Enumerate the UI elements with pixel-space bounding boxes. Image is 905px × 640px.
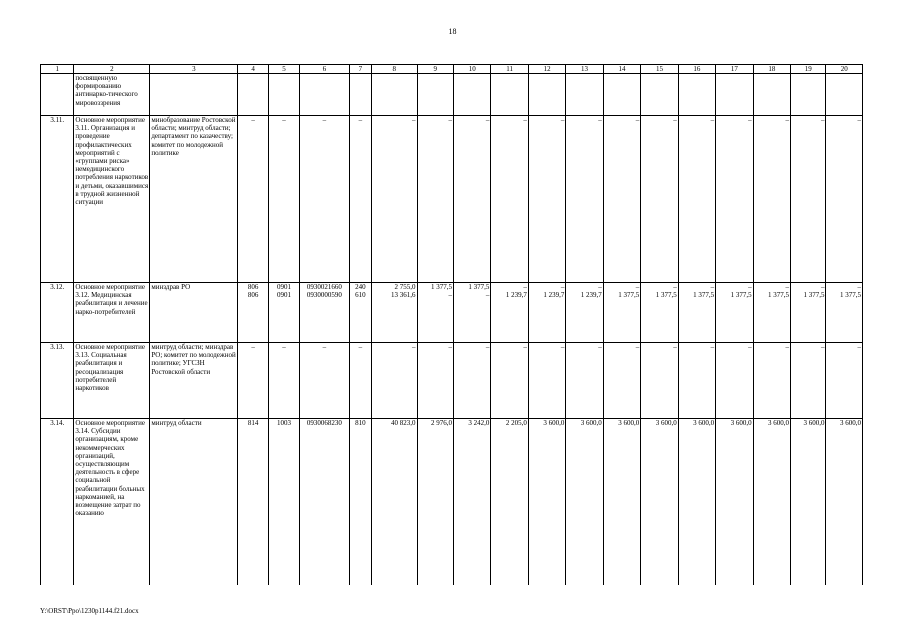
year-amount: 3 600,0 bbox=[716, 419, 753, 585]
target-article-code bbox=[300, 74, 350, 116]
column-header: 7 bbox=[349, 65, 371, 74]
table-row bbox=[41, 419, 863, 585]
column-header: 4 bbox=[238, 65, 268, 74]
column-header: 1 bbox=[41, 65, 74, 74]
section-code: 0901 0901 bbox=[268, 283, 299, 343]
target-article-code: – bbox=[300, 116, 350, 283]
year-amount: – bbox=[417, 343, 453, 419]
section-code: – bbox=[268, 343, 299, 419]
table-row bbox=[41, 343, 863, 419]
file-path: Y:\ORST\Ppo\1230p1144.f21.docx bbox=[40, 607, 139, 615]
year-amount: – 1 377,5 bbox=[716, 283, 753, 343]
year-amount: – bbox=[826, 116, 863, 283]
year-amount: 1 377,5 – bbox=[453, 283, 490, 343]
year-amount: 3 600,0 bbox=[528, 419, 565, 585]
measure-name: Основное мероприятие 3.13. Социальная реабилитация и ресоциализация потребителей наркотиков bbox=[74, 343, 150, 419]
year-amount bbox=[417, 74, 453, 116]
year-amount bbox=[716, 74, 753, 116]
total-amount: – bbox=[371, 343, 417, 419]
section-code: – bbox=[268, 116, 299, 283]
year-amount: – bbox=[417, 116, 453, 283]
year-amount: 2 205,0 bbox=[491, 419, 528, 585]
year-amount bbox=[528, 74, 565, 116]
year-amount: – 1 377,5 bbox=[678, 283, 715, 343]
year-amount: 1 377,5 – bbox=[417, 283, 453, 343]
column-header: 20 bbox=[826, 65, 863, 74]
table-row bbox=[41, 74, 863, 116]
target-article-code: – bbox=[300, 343, 350, 419]
year-amount: – bbox=[641, 116, 678, 283]
year-amount bbox=[791, 74, 826, 116]
item-number bbox=[41, 74, 74, 116]
executor: минздрав РО bbox=[150, 283, 238, 343]
measure-name: посвященную формированию антинарко-тического мировоззрения bbox=[74, 74, 150, 116]
year-amount: – bbox=[453, 116, 490, 283]
year-amount: 3 600,0 bbox=[791, 419, 826, 585]
year-amount: – bbox=[528, 343, 565, 419]
budget-table bbox=[40, 64, 863, 585]
column-header: 15 bbox=[641, 65, 678, 74]
year-amount bbox=[753, 74, 790, 116]
table-row bbox=[41, 116, 863, 283]
column-header: 3 bbox=[150, 65, 238, 74]
year-amount: – bbox=[678, 343, 715, 419]
section-code bbox=[268, 74, 299, 116]
grbs-code bbox=[238, 74, 268, 116]
year-amount: – bbox=[753, 343, 790, 419]
page-number: 18 bbox=[448, 27, 457, 36]
year-amount: – bbox=[453, 343, 490, 419]
year-amount: – 1 377,5 bbox=[641, 283, 678, 343]
year-amount: – 1 377,5 bbox=[753, 283, 790, 343]
item-number: 3.13. bbox=[41, 343, 74, 419]
year-amount: 3 600,0 bbox=[603, 419, 640, 585]
column-header: 10 bbox=[453, 65, 490, 74]
expense-type-code: 240 610 bbox=[349, 283, 371, 343]
expense-type-code: – bbox=[349, 116, 371, 283]
column-header: 14 bbox=[603, 65, 640, 74]
year-amount: 3 600,0 bbox=[753, 419, 790, 585]
year-amount: – bbox=[566, 343, 603, 419]
year-amount: – bbox=[491, 116, 528, 283]
year-amount: – bbox=[791, 343, 826, 419]
expense-type-code bbox=[349, 74, 371, 116]
total-amount: – bbox=[371, 116, 417, 283]
item-number: 3.14. bbox=[41, 419, 74, 585]
year-amount: – bbox=[826, 343, 863, 419]
column-header: 16 bbox=[678, 65, 715, 74]
year-amount bbox=[453, 74, 490, 116]
year-amount: 3 600,0 bbox=[641, 419, 678, 585]
year-amount: – 1 377,5 bbox=[791, 283, 826, 343]
table-row bbox=[41, 283, 863, 343]
executor: минтруд области bbox=[150, 419, 238, 585]
total-amount bbox=[371, 74, 417, 116]
year-amount: 3 600,0 bbox=[826, 419, 863, 585]
executor: минтруд области; минздрав РО; комитет по молодежной политике; УГСЗН Ростовской области bbox=[150, 343, 238, 419]
section-code: 1003 bbox=[268, 419, 299, 585]
year-amount: – 1 239,7 bbox=[528, 283, 565, 343]
column-header: 11 bbox=[491, 65, 528, 74]
measure-name: Основное мероприятие 3.14. Субсидии организациям, кроме некоммерческих организаций, осуществляющим деятельность в сфере социальной реабилитации больных наркоманией, на возмещение затрат по оказанию bbox=[74, 419, 150, 585]
year-amount: – bbox=[603, 343, 640, 419]
year-amount: 3 600,0 bbox=[678, 419, 715, 585]
executor: минобразование Ростовской области; минтруд области; департамент по казачеству; комитет по молодежной политике bbox=[150, 116, 238, 283]
year-amount bbox=[603, 74, 640, 116]
year-amount: – bbox=[566, 116, 603, 283]
year-amount: 3 242,0 bbox=[453, 419, 490, 585]
year-amount: – bbox=[603, 116, 640, 283]
column-header: 6 bbox=[300, 65, 350, 74]
grbs-code: 814 bbox=[238, 419, 268, 585]
target-article-code: 0930021660 0930000590 bbox=[300, 283, 350, 343]
year-amount: – bbox=[491, 343, 528, 419]
year-amount: – 1 377,5 bbox=[826, 283, 863, 343]
column-header: 8 bbox=[371, 65, 417, 74]
expense-type-code: 810 bbox=[349, 419, 371, 585]
year-amount: – bbox=[791, 116, 826, 283]
year-amount: – bbox=[753, 116, 790, 283]
year-amount: – 1 239,7 bbox=[566, 283, 603, 343]
year-amount bbox=[826, 74, 863, 116]
item-number: 3.11. bbox=[41, 116, 74, 283]
expense-type-code: – bbox=[349, 343, 371, 419]
total-amount: 2 755,0 13 361,6 bbox=[371, 283, 417, 343]
grbs-code: 806 806 bbox=[238, 283, 268, 343]
column-header: 17 bbox=[716, 65, 753, 74]
year-amount: – bbox=[716, 116, 753, 283]
year-amount: 3 600,0 bbox=[566, 419, 603, 585]
column-header: 19 bbox=[791, 65, 826, 74]
year-amount: – 1 377,5 bbox=[603, 283, 640, 343]
executor bbox=[150, 74, 238, 116]
year-amount: – 1 239,7 bbox=[491, 283, 528, 343]
year-amount bbox=[491, 74, 528, 116]
year-amount bbox=[566, 74, 603, 116]
measure-name: Основное мероприятие 3.11. Организация и проведение профилактических мероприятий с «группами риска» немедицинского потребления наркотиков и детьми, оказавшимися в трудной жизненной ситуации bbox=[74, 116, 150, 283]
target-article-code: 0930068230 bbox=[300, 419, 350, 585]
column-header: 18 bbox=[753, 65, 790, 74]
measure-name: Основное мероприятие 3.12. Медицинская реабилитация и лечение нарко-потребителей bbox=[74, 283, 150, 343]
column-header: 2 bbox=[74, 65, 150, 74]
column-header: 9 bbox=[417, 65, 453, 74]
year-amount: – bbox=[528, 116, 565, 283]
total-amount: 40 823,0 bbox=[371, 419, 417, 585]
grbs-code: – bbox=[238, 343, 268, 419]
column-header: 13 bbox=[566, 65, 603, 74]
column-header: 5 bbox=[268, 65, 299, 74]
year-amount bbox=[641, 74, 678, 116]
item-number: 3.12. bbox=[41, 283, 74, 343]
year-amount: – bbox=[678, 116, 715, 283]
year-amount bbox=[678, 74, 715, 116]
year-amount: – bbox=[716, 343, 753, 419]
column-header: 12 bbox=[528, 65, 565, 74]
year-amount: – bbox=[641, 343, 678, 419]
year-amount: 2 976,0 bbox=[417, 419, 453, 585]
grbs-code: – bbox=[238, 116, 268, 283]
header-row bbox=[41, 65, 863, 74]
